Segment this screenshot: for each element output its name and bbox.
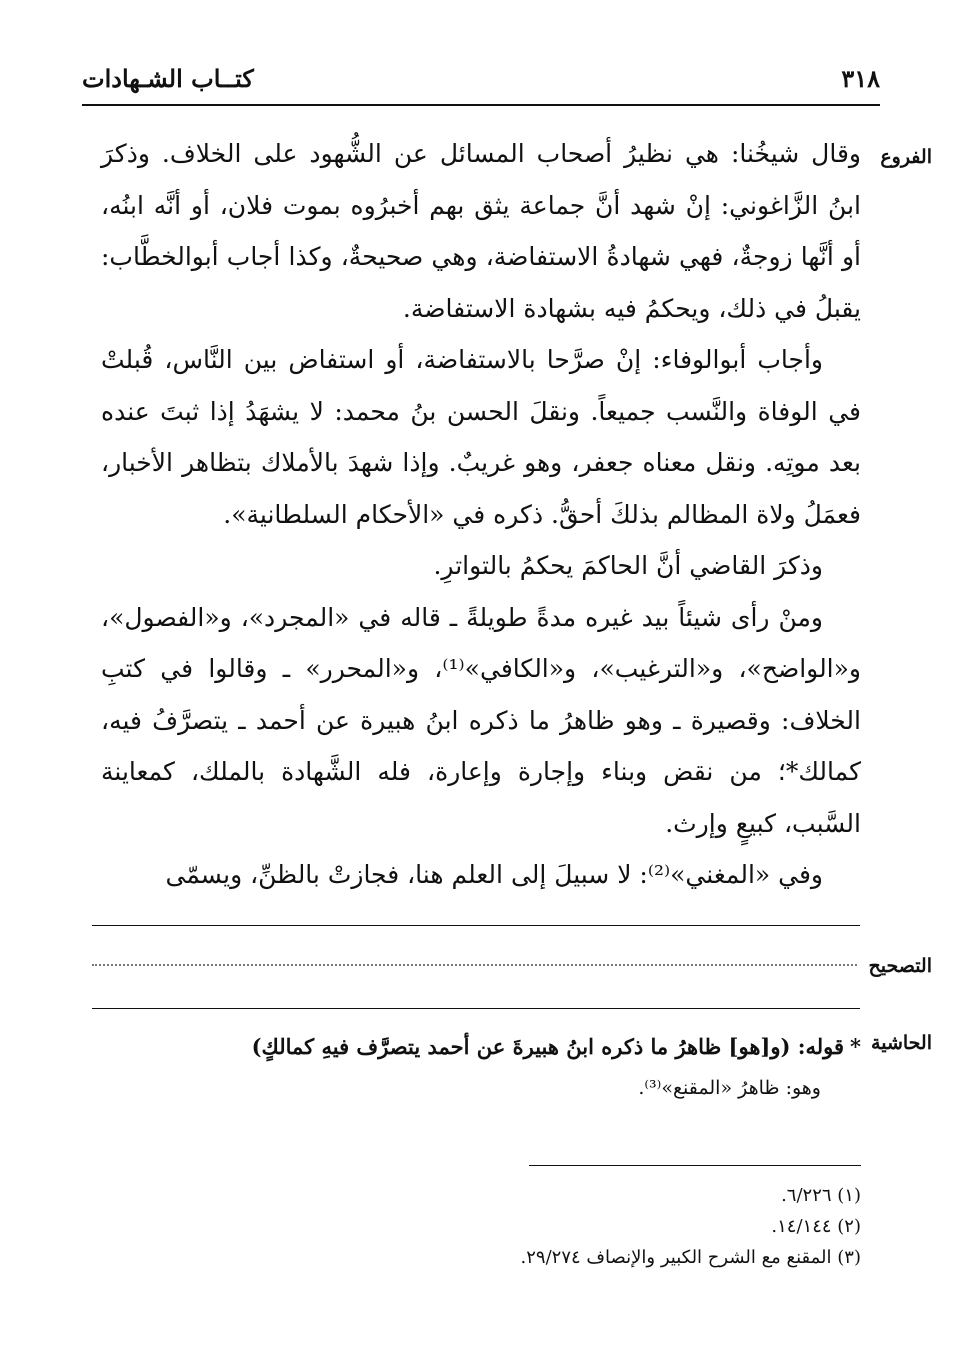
tashih-label: التصحيح [868,955,932,977]
header-rule [82,104,880,106]
paragraph: وأجاب أبوالوفاء: إنْ صرَّحا بالاستفاضة، أو استفاض بين النَّاس، قُبلتْ في الوفاة والنَّسب جميعاً. ونقلَ الحسن بنُ محمد: لا يشهَدُ إذا ثبتَ عنده بعد موتِه. ونقل معناه جعفر، وهو غريبٌ. وإذا شهدَ بالأملاك بتظاهر الأخبار، فعمَلُ ولاة المظالم بذلكَ أحقُّ. ذكره في «الأحكام السلطانية». [101,345,861,529]
running-title: كتــاب الشـهادات [82,64,254,93]
paragraph: وقال شيخُنا: هي نظيرُ أصحاب المسائل عن الشُّهود على الخلاف. وذكرَ ابنُ الزَّاغوني: إنْ شهد أنَّ جماعة يثق بهم أخبرُوه بموت فلان، أو أنَّه ابنُه، أو أنَّها زوجةٌ، فهي شهادةُ الاستفاضة، وهي صحيحةٌ، وكذا أجاب أبوالخطَّاب: يقبلُ في ذلك، ويحكمُ فيه بشهادة الاستفاضة. [101,139,861,323]
footnote-rule [529,1165,861,1166]
hashiya-note: وهو: ظاهرُ «المقنع»⁽³⁾. [638,1077,821,1099]
page-header [82,62,880,98]
hashiya-block [101,1030,861,1108]
paragraph: وفي «المغني»⁽²⁾: لا سبيلَ إلى العلم هنا، فجازتْ بالظنِّ، ويسمّى [165,860,823,889]
page-number: ٣١٨ [841,64,880,93]
paragraph: ومنْ رأى شيئاً بيد غيره مدةً طويلةً ـ قاله في «المجرد»، و«الفصول»، و«الواضح»، و«الترغيب»، و«الكافي»⁽¹⁾، و«المحرر» ـ وقالوا في كتبِ الخلاف: وقصيرة ـ وهو ظاهرُ ما ذكره ابنُ هبيرة عن أحمد ـ يتصرَّفُ فيه، كمالك*؛ من نقض وبناء وإجارة وإعارة، فله الشَّهادة بالملك، كمعاينة السَّبب، كبيعٍ وإرث. [101,602,862,838]
furu-label: الفروع [880,146,932,168]
section-divider [92,1008,860,1009]
asterisk-marker: * [850,1034,861,1059]
hashiya-comment [101,1030,861,1064]
paragraph: وذكرَ القاضي أنَّ الحاكمَ يحكمُ بالتواترِ. [433,551,823,580]
hashiya-label: الحاشية [871,1032,932,1054]
hashiya-quote: قوله: (و[هو] ظاهرُ ما ذكره ابنُ هبيرةَ عن أحمد يتصرَّف فيهِ كمالكٍ) [251,1034,845,1059]
footnote: (١) ٦/٢٢٦. [781,1185,861,1206]
main-text [101,128,861,901]
footnote: (٣) المقنع مع الشرح الكبير والإنصاف ٢٩/٢٧٤. [520,1247,861,1268]
tashih-dotted-line [92,964,857,966]
section-divider [92,925,860,926]
footnote: (٢) ١٤/١٤٤. [771,1216,861,1237]
footnotes [101,1180,861,1273]
